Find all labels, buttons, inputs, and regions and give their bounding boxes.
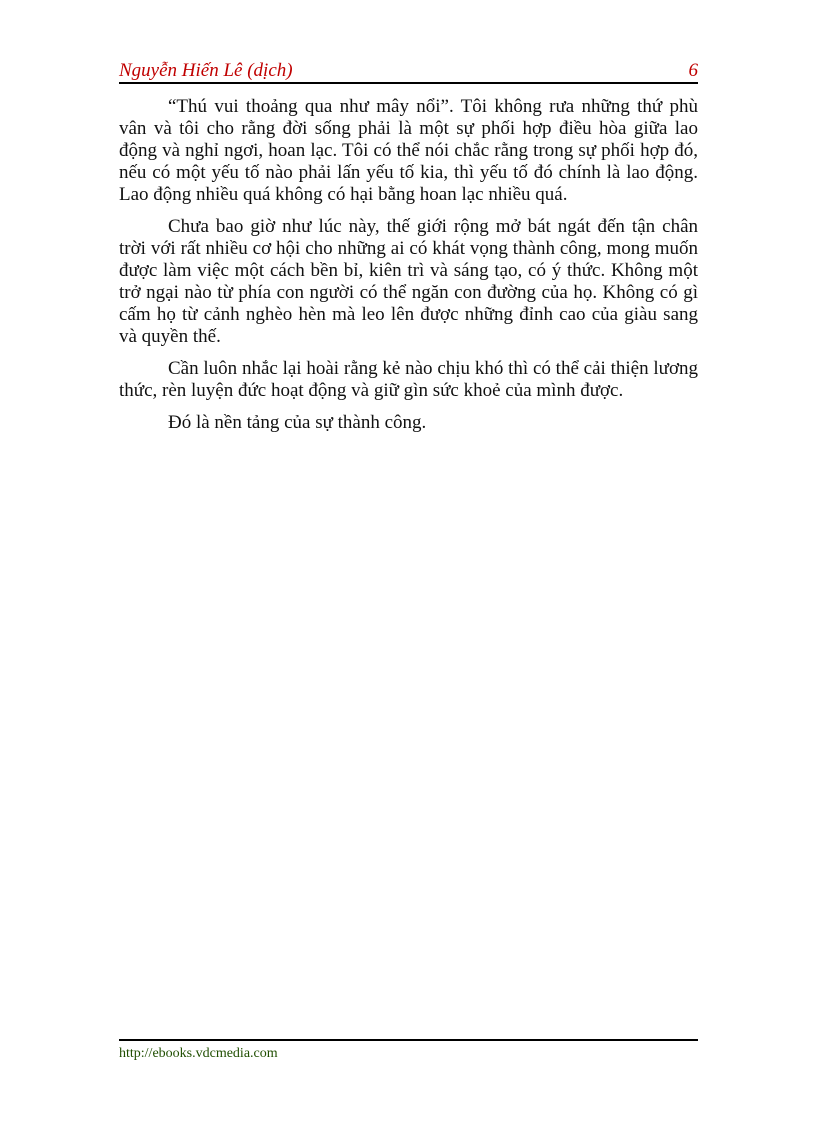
footer-divider <box>119 1039 698 1041</box>
page-number: 6 <box>688 60 698 81</box>
page-header <box>119 60 698 84</box>
paragraph: “Thú vui thoảng qua như mây nổi”. Tôi không rưa những thứ phù vân và tôi cho rằng đời sống phải là một sự phối hợp điều hòa giữa lao động và nghỉ ngơi, hoan lạc. Tôi có thể nói chắc rằng trong sự phối hợp đó, nếu có một yếu tố nào phải lấn yếu tố kia, thì yếu tố đó chính là lao động. Lao động nhiều quá không có hại bằng hoan lạc nhiều quá. <box>119 96 698 205</box>
paragraph: Cần luôn nhắc lại hoài rằng kẻ nào chịu khó thì có thể cải thiện lương thức, rèn luyện đức hoạt động và giữ gìn sức khoẻ của mình được. <box>119 358 698 401</box>
book-title: Nguyễn Hiến Lê (dịch) <box>119 60 293 81</box>
page-body <box>119 96 698 444</box>
paragraph: Đó là nền tảng của sự thành công. <box>168 412 427 433</box>
footer-url-link[interactable]: http://ebooks.vdcmedia.com <box>119 1046 278 1061</box>
paragraph: Chưa bao giờ như lúc này, thế giới rộng mở bát ngát đến tận chân trời với rất nhiều cơ hội cho những ai có khát vọng thành công, mong muốn được làm việc một cách bền bỉ, kiên trì và sáng tạo, có ý thức. Không một trở ngại nào từ phía con người có thể ngăn con đường của họ. Không có gì cấm họ từ cảnh nghèo hèn mà leo lên được những đỉnh cao của giàu sang và quyền thế. <box>119 216 698 347</box>
